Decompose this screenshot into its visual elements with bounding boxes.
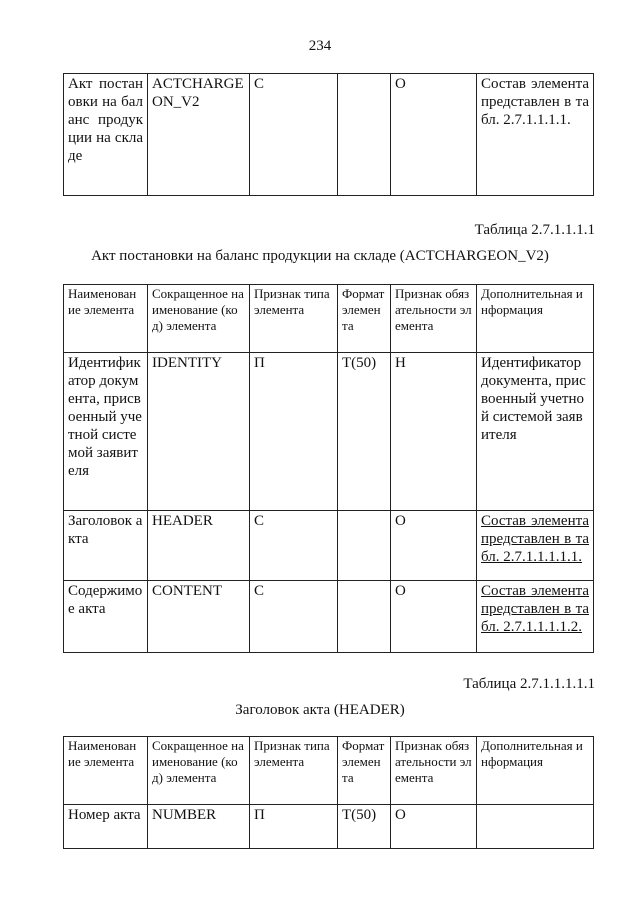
cell-info: Идентификатор документа, присвоенный учетной системой заявителя xyxy=(477,353,594,511)
page-number: 234 xyxy=(308,38,332,54)
header-cell: Формат элемента xyxy=(338,285,391,353)
header-cell: Признак типа элемента xyxy=(250,285,338,353)
header-cell: Наименование элемента xyxy=(64,737,148,805)
cell-type: С xyxy=(250,74,338,196)
table-row xyxy=(64,511,594,581)
cell-format xyxy=(338,74,391,196)
cell-format: T(50) xyxy=(338,353,391,511)
table-row xyxy=(64,353,594,511)
table1-number: Таблица 2.7.1.1.1.1 xyxy=(474,222,595,238)
table2 xyxy=(63,736,594,849)
cell-req: Н xyxy=(391,353,477,511)
cell-format xyxy=(338,581,391,653)
cell-req: О xyxy=(391,511,477,581)
cell-format: T(50) xyxy=(338,805,391,849)
cell-info xyxy=(477,805,594,849)
header-cell: Сокращенное наименование (код) элемента xyxy=(148,285,250,353)
table2-number: Таблица 2.7.1.1.1.1.1 xyxy=(463,676,595,692)
cell-short: ACTCHARGEON_V2 xyxy=(148,74,250,196)
table-row xyxy=(64,581,594,653)
cell-short: NUMBER xyxy=(148,805,250,849)
cell-name: Номер акта xyxy=(64,805,148,849)
cell-info: Состав элемента представлен в табл. 2.7.1.1.1.1.2. xyxy=(477,581,594,653)
cell-short: HEADER xyxy=(148,511,250,581)
cell-name: Заголовок акта xyxy=(64,511,148,581)
cell-type: П xyxy=(250,805,338,849)
header-cell: Сокращенное наименование (код) элемента xyxy=(148,737,250,805)
cell-format xyxy=(338,511,391,581)
cell-type: С xyxy=(250,511,338,581)
continuation-table xyxy=(63,73,594,196)
cell-req: О xyxy=(391,581,477,653)
header-cell: Наименование элемента xyxy=(64,285,148,353)
header-cell: Формат элемента xyxy=(338,737,391,805)
cell-short: CONTENT xyxy=(148,581,250,653)
header-cell: Признак обязательности элемента xyxy=(391,737,477,805)
header-cell: Признак типа элемента xyxy=(250,737,338,805)
table-row xyxy=(64,805,594,849)
table-header-row xyxy=(64,285,594,353)
header-cell: Дополнительная информация xyxy=(477,285,594,353)
cell-short: IDENTITY xyxy=(148,353,250,511)
header-cell: Дополнительная информация xyxy=(477,737,594,805)
table2-title: Заголовок акта (HEADER) xyxy=(235,702,405,718)
cell-type: С xyxy=(250,581,338,653)
cell-name: Содержимое акта xyxy=(64,581,148,653)
table-row xyxy=(64,74,594,196)
cell-info: Состав элемента представлен в табл. 2.7.1.1.1.1. xyxy=(477,74,594,196)
cell-name: Акт постановки на баланс продукции на складе xyxy=(64,74,148,196)
cell-type: П xyxy=(250,353,338,511)
cell-name: Идентификатор документа, присвоенный учетной системой заявителя xyxy=(64,353,148,511)
table1 xyxy=(63,284,594,653)
header-cell: Признак обязательности элемента xyxy=(391,285,477,353)
cell-req: О xyxy=(391,74,477,196)
cell-info: Состав элемента представлен в табл. 2.7.1.1.1.1.1. xyxy=(477,511,594,581)
table1-title: Акт постановки на баланс продукции на складе (ACTCHARGEON_V2) xyxy=(91,248,549,264)
cell-req: О xyxy=(391,805,477,849)
table-header-row xyxy=(64,737,594,805)
